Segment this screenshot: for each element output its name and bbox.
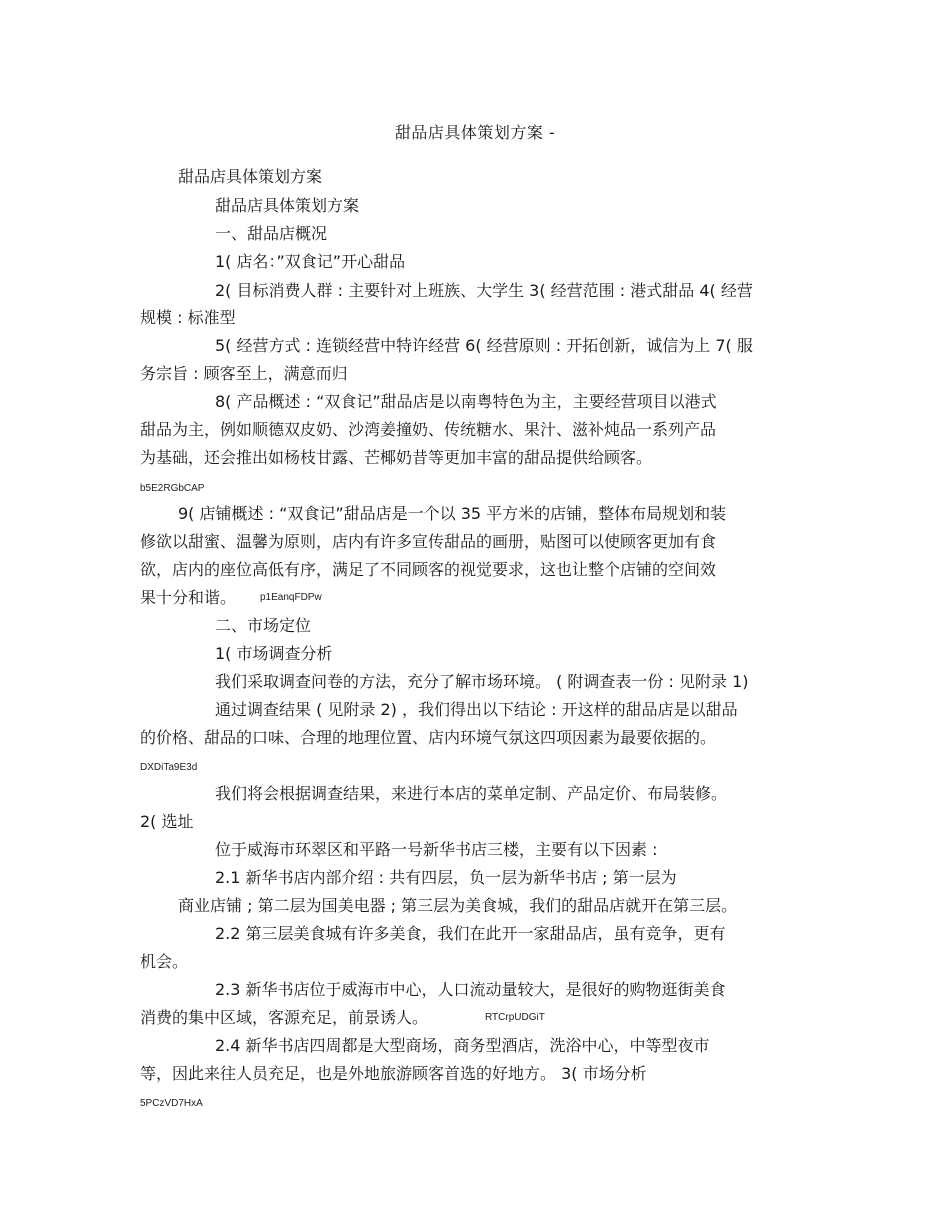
heading-line: 甜品店具体策划方案 <box>178 167 323 186</box>
text-line: 我们将会根据调查结果，来进行本店的菜单定制、产品定价、布局装修。 <box>215 784 728 803</box>
text-line: 2.1 新华书店内部介绍 : 共有四层，负一层为新华书店 ; 第一层为 <box>215 868 677 887</box>
subheading-line: 甜品店具体策划方案 <box>215 196 360 215</box>
text-line: 1( 店名：”双食记”开心甜品 <box>215 252 406 271</box>
text-line: 1( 市场调查分析 <box>215 644 333 663</box>
watermark-code: RTCrpUDGiT <box>485 1012 545 1023</box>
text-line: 规模 : 标准型 <box>140 308 236 327</box>
watermark-code: DXDiTa9E3d <box>140 762 198 773</box>
text-line: 商业店铺 ; 第二层为国美电器 ; 第三层为美食城，我们的甜品店就开在第三层。 <box>178 896 738 915</box>
text-line: 修欲以甜蜜、温馨为原则，店内有许多宣传甜品的画册，贴图可以使顾客更加有食 <box>140 532 717 551</box>
text-line: 通过调查结果 ( 见附录 2) ，我们得出以下结论 : 开这样的甜品店是以甜品 <box>215 700 738 719</box>
text-line: 甜品为主，例如顺德双皮奶、沙湾姜撞奶、传统糖水、果汁、滋补炖品一系列产品 <box>140 420 717 439</box>
document-title: 甜品店具体策划方案 - <box>394 123 556 142</box>
text-line: 2( 目标消费人群 : 主要针对上班族、大学生 3( 经营范围 : 港式甜品 4( 经营 <box>215 281 753 300</box>
text-line: 消费的集中区域，客源充足，前景诱人。 <box>140 1008 429 1027</box>
text-line: 果十分和谐。 <box>140 588 237 607</box>
text-line: 机会。 <box>140 952 189 971</box>
text-line: 位于威海市环翠区和平路一号新华书店三楼，主要有以下因素 : <box>215 840 658 859</box>
watermark-code: p1EanqFDPw <box>260 592 322 603</box>
text-line: 务宗旨 : 顾客至上，满意而归 <box>140 364 348 383</box>
text-line: 为基础，还会推出如杨枝甘露、芒椰奶昔等更加丰富的甜品提供给顾客。 <box>140 448 653 467</box>
watermark-code: b5E2RGbCAP <box>140 483 205 494</box>
text-line: 我们采取调查问卷的方法，充分了解市场环境。 ( 附调查表一份 : 见附录 1) <box>215 672 749 691</box>
watermark-code: 5PCzVD7HxA <box>140 1098 203 1109</box>
section-heading: 二、市场定位 <box>215 616 312 635</box>
text-line: 2( 选址 <box>140 812 194 831</box>
text-line: 8( 产品概述 : “双食记”甜品店是以南粤特色为主，主要经营项目以港式 <box>215 392 717 411</box>
text-line: 9( 店铺概述 : “双食记”甜品店是一个以 35 平方米的店铺，整体布局规划和装 <box>178 504 727 523</box>
text-line: 2.3 新华书店位于威海市中心，人口流动量较大，是很好的购物逛街美食 <box>215 980 726 999</box>
text-line: 的价格、甜品的口味、合理的地理位置、店内环境气氛这四项因素为最要依据的。 <box>140 728 717 747</box>
text-line: 等，因此来往人员充足，也是外地旅游顾客首选的好地方。 3( 市场分析 <box>140 1064 647 1083</box>
text-line: 2.2 第三层美食城有许多美食，我们在此开一家甜品店，虽有竞争，更有 <box>215 924 726 943</box>
text-line: 欲，店内的座位高低有序，满足了不同顾客的视觉要求，这也让整个店铺的空间效 <box>140 560 717 579</box>
text-line: 5( 经营方式 : 连锁经营中特许经营 6( 经营原则 : 开拓创新，诚信为上 7( 服 <box>215 336 753 355</box>
section-heading: 一、甜品店概况 <box>215 224 328 243</box>
text-line: 2.4 新华书店四周都是大型商场，商务型酒店，洗浴中心，中等型夜市 <box>215 1036 710 1055</box>
